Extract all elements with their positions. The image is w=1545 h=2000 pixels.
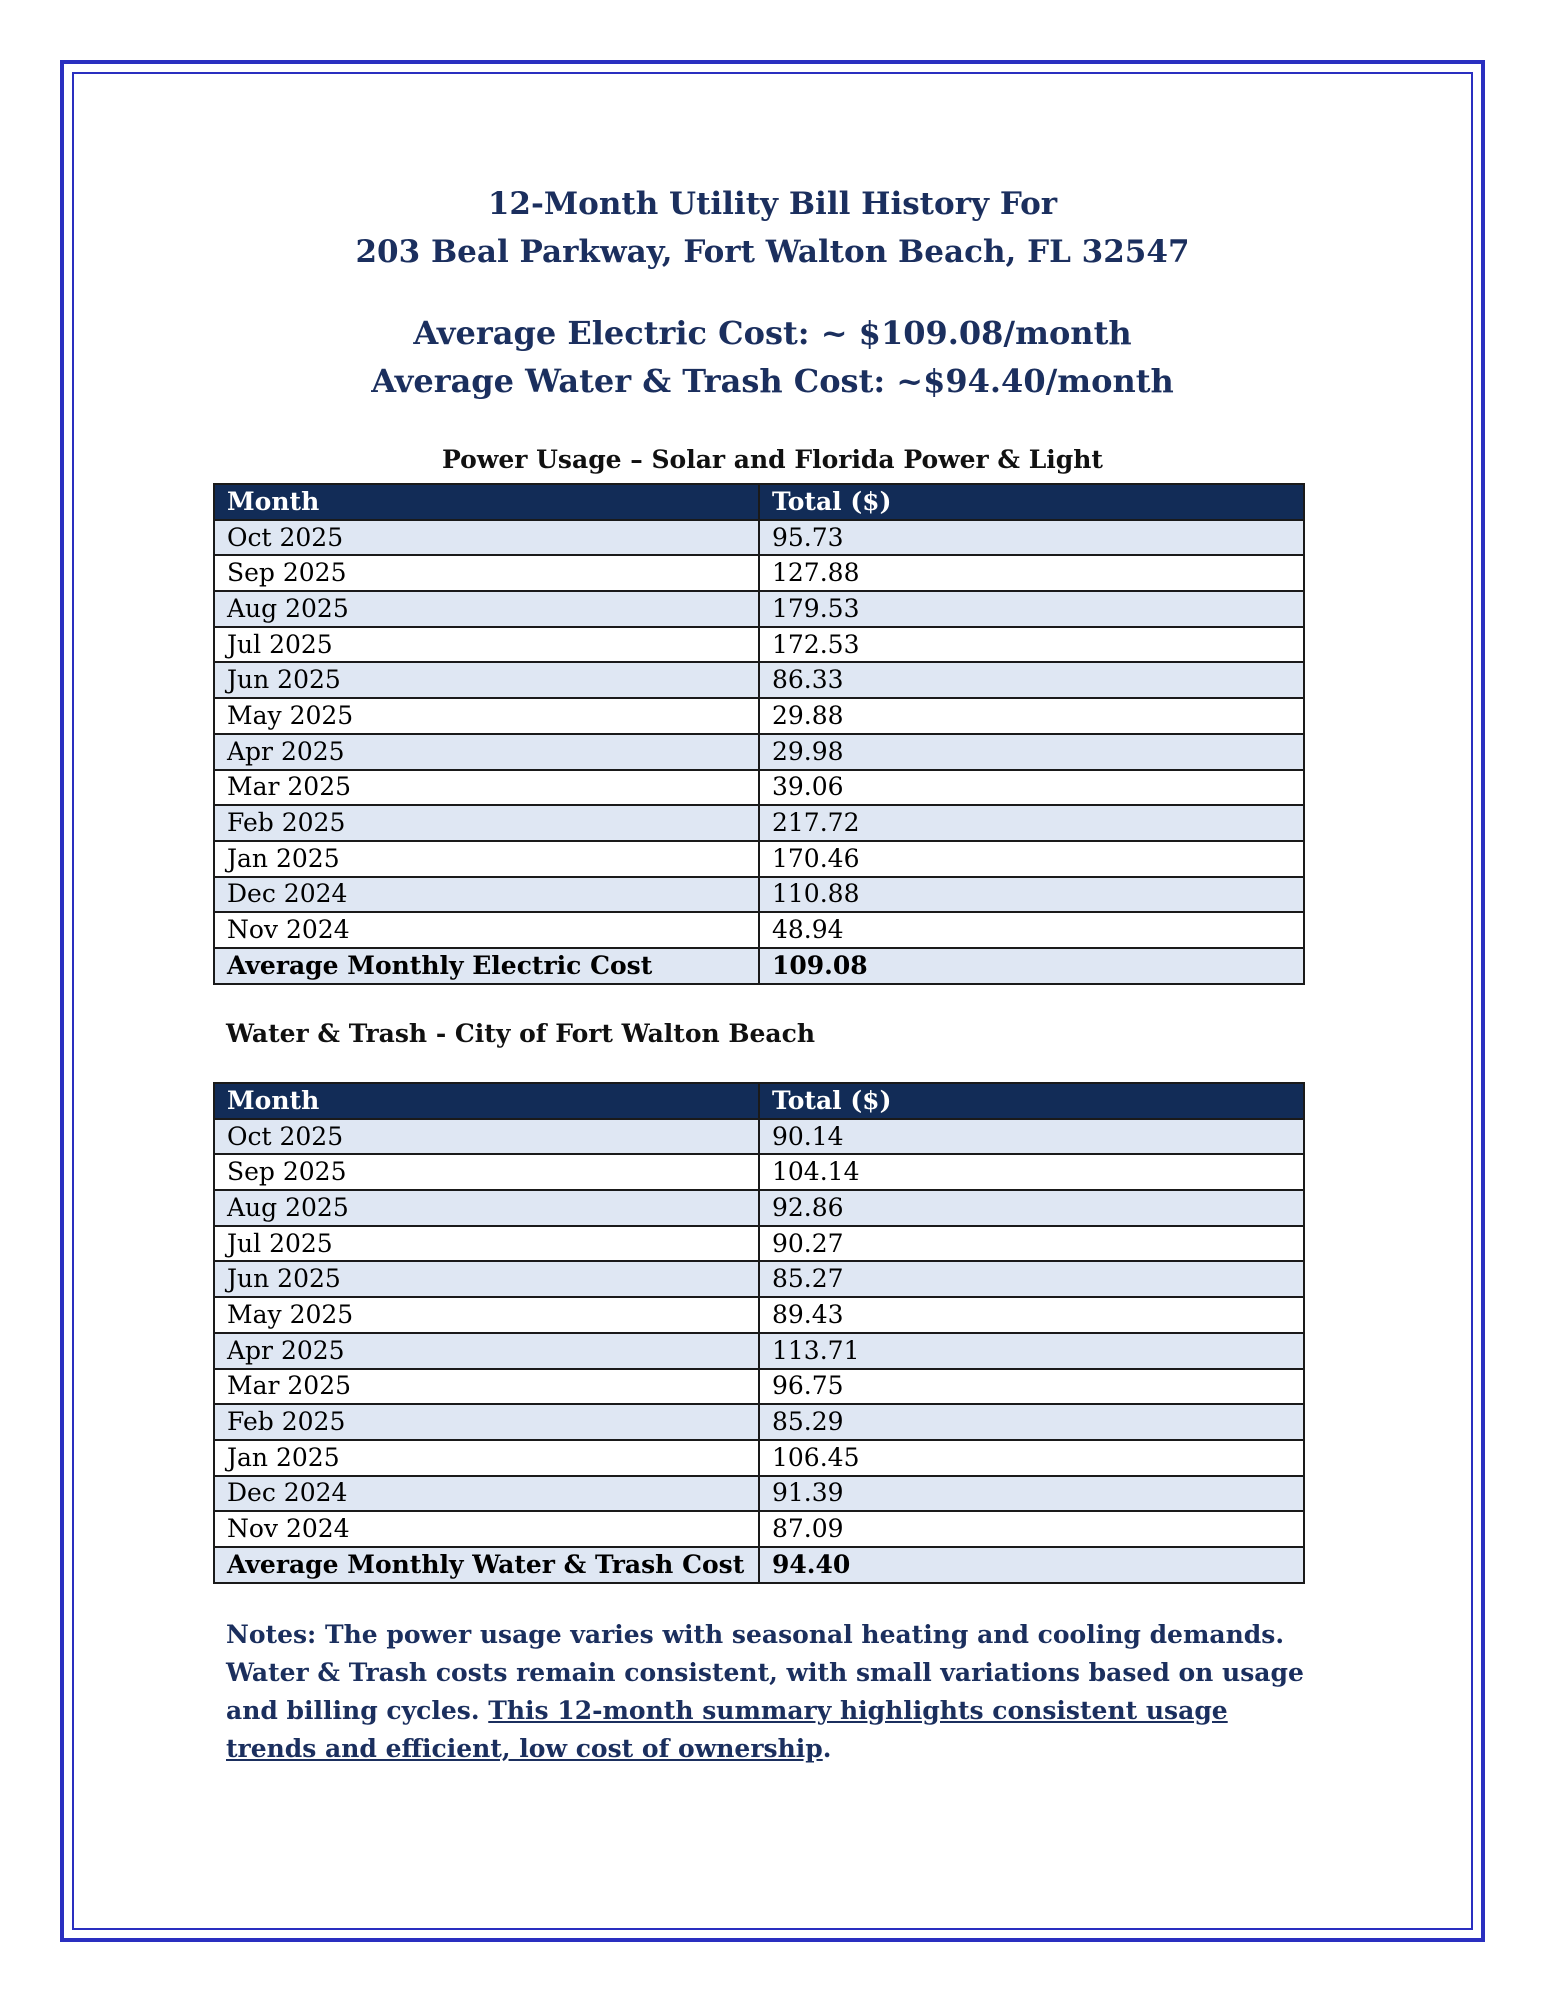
table-row bbox=[214, 1440, 1304, 1476]
table-row bbox=[214, 1226, 1304, 1262]
column-header-month: Month bbox=[214, 1083, 759, 1119]
month-cell: Nov 2024 bbox=[214, 912, 759, 948]
notes-text: Notes: The power usage varies with seasonal heating and cooling demands. Water & Trash costs remain consistent, with small variations based on usage and billing cycles. bbox=[226, 1620, 1304, 1725]
month-cell: Jan 2025 bbox=[214, 1440, 759, 1476]
month-cell: Aug 2025 bbox=[214, 591, 759, 627]
table-header-row bbox=[214, 1083, 1304, 1119]
table-row bbox=[214, 1119, 1304, 1155]
total-cell: 179.53 bbox=[759, 591, 1304, 627]
water-trash-table bbox=[213, 1082, 1305, 1584]
total-cell: 104.14 bbox=[759, 1154, 1304, 1190]
total-cell: 172.53 bbox=[759, 627, 1304, 663]
total-cell: 29.98 bbox=[759, 734, 1304, 770]
total-cell: 170.46 bbox=[759, 841, 1304, 877]
table-header-row bbox=[214, 484, 1304, 520]
total-cell: 48.94 bbox=[759, 912, 1304, 948]
month-cell: Nov 2024 bbox=[214, 1511, 759, 1547]
table-row bbox=[214, 1404, 1304, 1440]
month-cell: Jan 2025 bbox=[214, 841, 759, 877]
total-cell: 96.75 bbox=[759, 1369, 1304, 1405]
notes-end-punctuation: . bbox=[822, 1734, 832, 1763]
month-cell: Jul 2025 bbox=[214, 627, 759, 663]
total-cell: 90.27 bbox=[759, 1226, 1304, 1262]
table-row bbox=[214, 770, 1304, 806]
average-electric-cost: Average Electric Cost: ~ $109.08/month bbox=[413, 314, 1132, 352]
month-cell: Dec 2024 bbox=[214, 1476, 759, 1512]
total-cell: 89.43 bbox=[759, 1297, 1304, 1333]
total-cell: 86.33 bbox=[759, 662, 1304, 698]
month-cell: Aug 2025 bbox=[214, 1190, 759, 1226]
column-header-total: Total ($) bbox=[759, 484, 1304, 520]
average-label-cell: Average Monthly Water & Trash Cost bbox=[214, 1547, 759, 1583]
table-row bbox=[214, 1369, 1304, 1405]
column-header-month: Month bbox=[214, 484, 759, 520]
page-title-address: 203 Beal Parkway, Fort Walton Beach, FL 32547 bbox=[355, 234, 1190, 270]
total-cell: 95.73 bbox=[759, 520, 1304, 556]
average-row bbox=[214, 948, 1304, 984]
total-cell: 110.88 bbox=[759, 877, 1304, 913]
month-cell: May 2025 bbox=[214, 1297, 759, 1333]
water-table-caption: Water & Trash - City of Fort Walton Beach bbox=[226, 1019, 816, 1048]
table-row bbox=[214, 555, 1304, 591]
month-cell: Jul 2025 bbox=[214, 1226, 759, 1262]
average-water-trash-cost: Average Water & Trash Cost: ~$94.40/month bbox=[371, 362, 1174, 400]
total-cell: 85.27 bbox=[759, 1261, 1304, 1297]
total-cell: 91.39 bbox=[759, 1476, 1304, 1512]
total-cell: 217.72 bbox=[759, 805, 1304, 841]
month-cell: Dec 2024 bbox=[214, 877, 759, 913]
average-label-cell: Average Monthly Electric Cost bbox=[214, 948, 759, 984]
total-cell: 127.88 bbox=[759, 555, 1304, 591]
month-cell: Mar 2025 bbox=[214, 1369, 759, 1405]
month-cell: Feb 2025 bbox=[214, 805, 759, 841]
table-row bbox=[214, 841, 1304, 877]
table-row bbox=[214, 1261, 1304, 1297]
month-cell: Mar 2025 bbox=[214, 770, 759, 806]
table-row bbox=[214, 1190, 1304, 1226]
table-row bbox=[214, 1297, 1304, 1333]
table-row bbox=[214, 805, 1304, 841]
month-cell: Oct 2025 bbox=[214, 1119, 759, 1155]
table-row bbox=[214, 912, 1304, 948]
table-row bbox=[214, 877, 1304, 913]
table-row bbox=[214, 734, 1304, 770]
table-row bbox=[214, 1333, 1304, 1369]
table-row bbox=[214, 1511, 1304, 1547]
month-cell: Apr 2025 bbox=[214, 1333, 759, 1369]
month-cell: Feb 2025 bbox=[214, 1404, 759, 1440]
month-cell: Sep 2025 bbox=[214, 555, 759, 591]
total-cell: 113.71 bbox=[759, 1333, 1304, 1369]
month-cell: May 2025 bbox=[214, 698, 759, 734]
power-table-caption: Power Usage – Solar and Florida Power & Light bbox=[442, 445, 1103, 474]
month-cell: Apr 2025 bbox=[214, 734, 759, 770]
average-row bbox=[214, 1547, 1304, 1583]
total-cell: 87.09 bbox=[759, 1511, 1304, 1547]
average-value-cell: 109.08 bbox=[759, 948, 1304, 984]
table-row bbox=[214, 520, 1304, 556]
month-cell: Jun 2025 bbox=[214, 1261, 759, 1297]
power-usage-table bbox=[213, 483, 1305, 985]
month-cell: Oct 2025 bbox=[214, 520, 759, 556]
total-cell: 85.29 bbox=[759, 1404, 1304, 1440]
table-row bbox=[214, 1476, 1304, 1512]
total-cell: 39.06 bbox=[759, 770, 1304, 806]
month-cell: Jun 2025 bbox=[214, 662, 759, 698]
table-row bbox=[214, 1154, 1304, 1190]
average-value-cell: 94.40 bbox=[759, 1547, 1304, 1583]
table-row bbox=[214, 698, 1304, 734]
table-row bbox=[214, 662, 1304, 698]
total-cell: 90.14 bbox=[759, 1119, 1304, 1155]
total-cell: 29.88 bbox=[759, 698, 1304, 734]
table-row bbox=[214, 627, 1304, 663]
total-cell: 92.86 bbox=[759, 1190, 1304, 1226]
month-cell: Sep 2025 bbox=[214, 1154, 759, 1190]
table-row bbox=[214, 591, 1304, 627]
total-cell: 106.45 bbox=[759, 1440, 1304, 1476]
notes-highlight-text: This 12-month summary highlights consistent usage trends and efficient, low cost of ownership bbox=[226, 1696, 1228, 1763]
notes-paragraph bbox=[226, 1616, 1316, 1768]
page-title-line1: 12-Month Utility Bill History For bbox=[487, 186, 1058, 222]
column-header-total: Total ($) bbox=[759, 1083, 1304, 1119]
